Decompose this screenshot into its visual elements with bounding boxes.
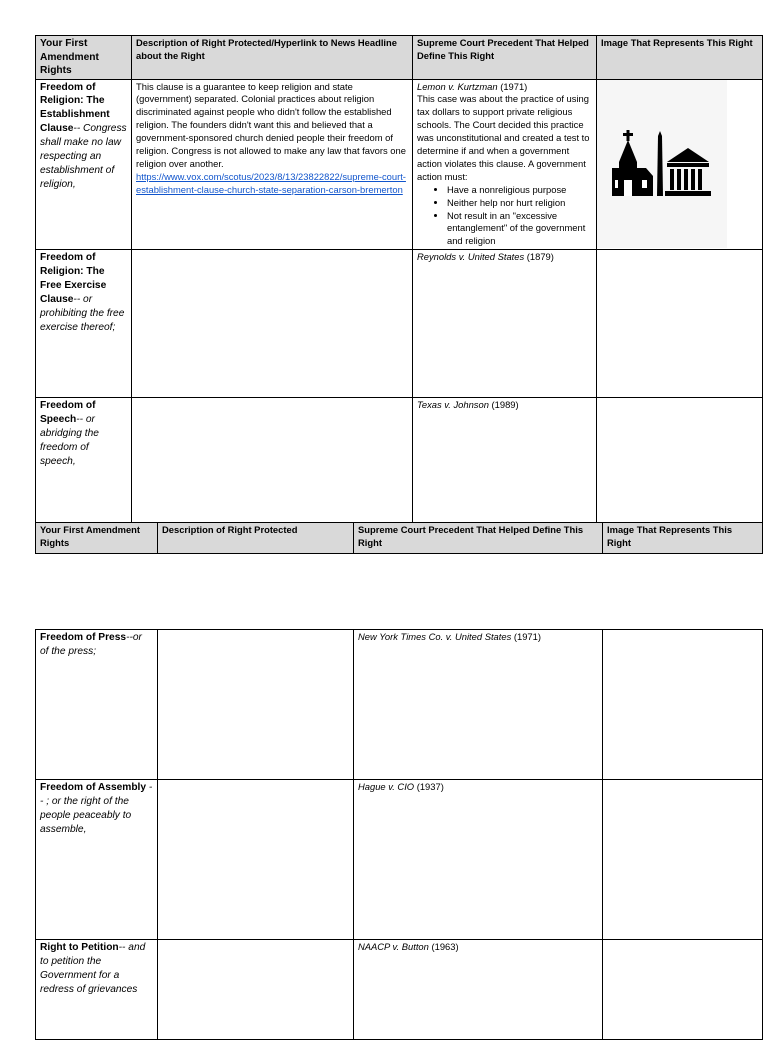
right-cell (36, 79, 132, 250)
description-cell[interactable] (158, 780, 354, 940)
description-cell[interactable] (158, 940, 354, 1040)
right-cell (36, 780, 158, 940)
right-quote: -- ; or the right of the people peaceably to assemble, (40, 782, 153, 835)
header-description: Description of Right Protected (158, 523, 354, 554)
list-item: • Neither help nor hurt religion (447, 197, 592, 210)
image-cell[interactable] (603, 940, 763, 1040)
image-cell[interactable] (597, 250, 763, 398)
precedent-cell (413, 79, 597, 250)
case-year: (1963) (428, 941, 459, 952)
case-name: New York Times Co. v. United States (358, 631, 512, 642)
description-cell[interactable] (132, 398, 413, 524)
test-list (417, 184, 592, 249)
case-name: NAACP v. Button (358, 941, 429, 952)
table-row (36, 398, 763, 524)
header-rights: Your First Amendment Rights (36, 523, 158, 554)
description-cell[interactable] (158, 630, 354, 780)
description-cell[interactable] (132, 250, 413, 398)
right-quote: -- Congress shall make no law respecting an establishment of religion, (40, 123, 127, 190)
right-cell (36, 940, 158, 1040)
rights-table-1 (35, 35, 763, 524)
case-year: (1879) (524, 251, 554, 263)
case-year: (1937) (414, 781, 444, 792)
image-cell (597, 79, 763, 250)
right-title: Right to Petition (40, 942, 119, 953)
case-year: (1971) (511, 631, 541, 642)
table-header-row (36, 523, 763, 554)
table-row (36, 630, 763, 780)
right-title: Freedom of Assembly (40, 782, 147, 793)
header-precedent: Supreme Court Precedent That Helped Define This Right (354, 523, 603, 554)
right-cell (36, 398, 132, 524)
right-quote: -- or prohibiting the free exercise thereof; (40, 294, 125, 333)
image-cell[interactable] (603, 630, 763, 780)
right-title: Freedom of Religion: The Establishment Clause (40, 81, 110, 135)
case-name: Hague v. CIO (358, 781, 415, 792)
precedent-cell (354, 940, 603, 1040)
header-rights: Your First Amendment Rights (36, 36, 132, 80)
precedent-cell (354, 780, 603, 940)
case-name: Texas v. Johnson (417, 399, 489, 411)
case-name: Reynolds v. United States (417, 251, 525, 263)
image-cell[interactable] (603, 780, 763, 940)
header-image: Image That Represents This Right (597, 36, 763, 80)
precedent-cell (354, 630, 603, 780)
description-cell (132, 79, 413, 250)
rights-table-3 (35, 629, 763, 1040)
case-year: (1989) (488, 399, 519, 411)
header-image: Image That Represents This Right (603, 523, 763, 554)
right-quote: -- and to petition the Government for a redress of grievances (40, 942, 146, 995)
case-text: This case was about the practice of using tax dollars to support private religious schools. The Court decided this practice was unconstitutional and created a test to determine if and when a government action violates this clause. A government action must: (417, 93, 590, 182)
header-precedent: Supreme Court Precedent That Helped Define This Right (413, 36, 597, 80)
case-year: (1971) (497, 80, 528, 92)
image-cell[interactable] (597, 398, 763, 524)
rights-table-2-header (35, 522, 763, 554)
table-row (36, 940, 763, 1040)
case-name: Lemon v. Kurtzman (417, 80, 498, 92)
right-cell (36, 250, 132, 398)
table-row (36, 250, 763, 398)
list-item: • Have a nonreligious purpose (447, 184, 592, 197)
right-quote: -- or abridging the freedom of speech, (40, 414, 99, 467)
precedent-cell (413, 398, 597, 524)
right-title: Freedom of Press (40, 632, 127, 643)
news-hyperlink[interactable]: https://www.vox.com/scotus/2023/8/13/23822822/supreme-court-establishment-clause-church-state-separation-carson-bremerton (136, 170, 406, 195)
list-item: • Not result in an "excessive entanglement" of the government and religion (447, 210, 592, 249)
table-row (36, 79, 763, 250)
precedent-cell (413, 250, 597, 398)
right-title: Freedom of Religion: The Free Exercise Clause (40, 252, 107, 305)
header-description: Description of Right Protected/Hyperlink to News Headline about the Right (132, 36, 413, 80)
right-quote: --or of the press; (40, 632, 142, 657)
table-header-row (36, 36, 763, 80)
table-row (36, 780, 763, 940)
church-and-government-building-icon (597, 80, 727, 248)
right-cell (36, 630, 158, 780)
right-title: Freedom of Speech (40, 400, 96, 426)
description-text: This clause is a guarantee to keep religion and state (government) separated. Colonial practices about religion discriminated against people who didn't follow the established religion. The founders didn't want this and believed that a government-sponsored church denied people their freedom of religion. Congress is not allowed to make any law that favors one religion over another. (136, 80, 406, 169)
